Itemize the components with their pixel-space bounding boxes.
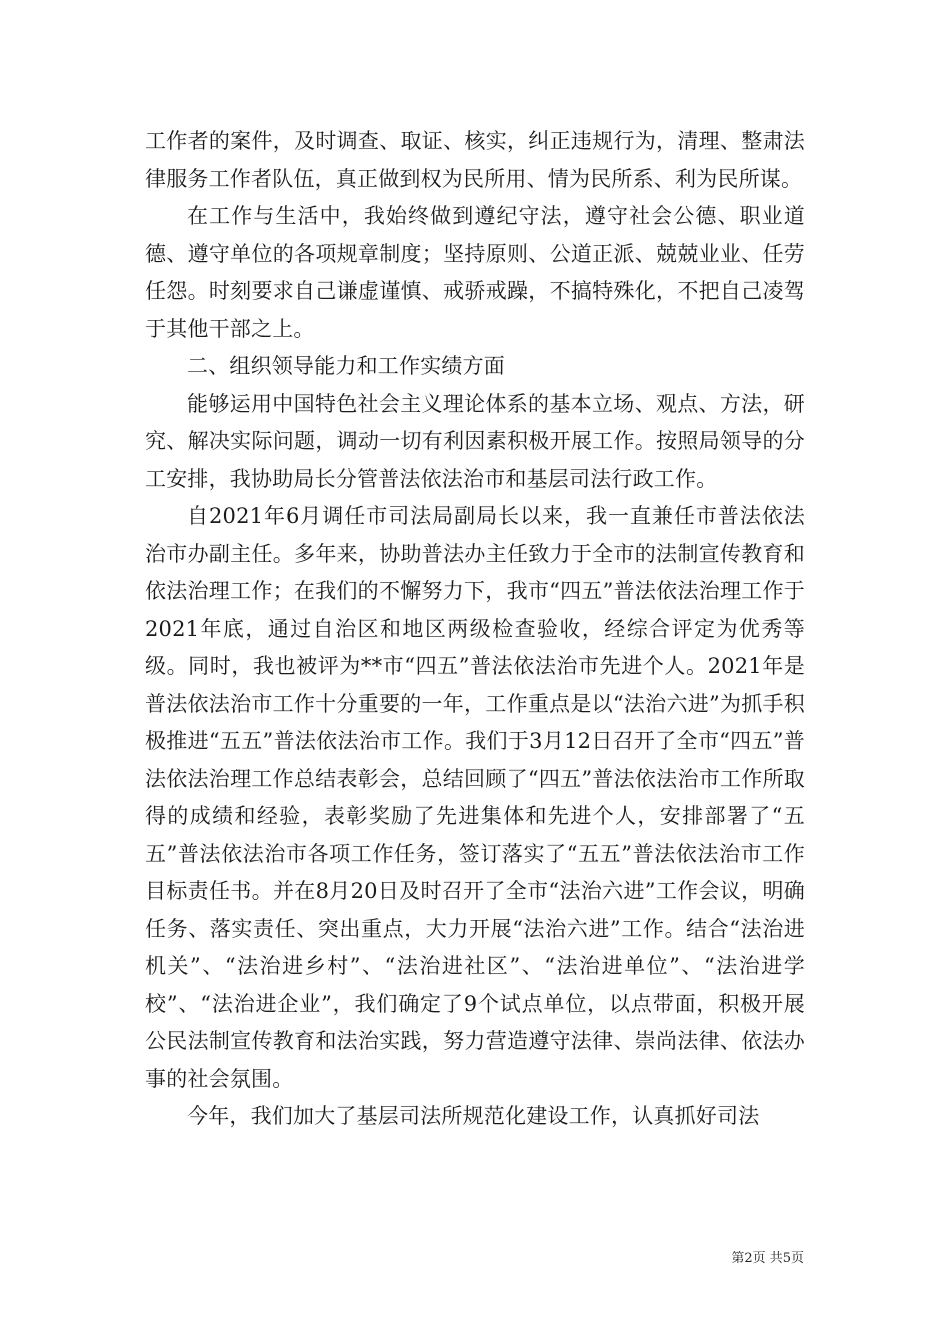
paragraph-5: 今年，我们加大了基层司法所规范化建设工作，认真抓好司法 <box>187 1104 760 1128</box>
section-heading: 二、组织领导能力和工作实绩方面 <box>187 354 505 378</box>
page-number-footer: 第2页 共5页 <box>731 1251 804 1266</box>
document-body <box>145 123 805 1136</box>
paragraph-2: 在工作与生活中，我始终做到遵纪守法，遵守社会公德、职业道德、遵守单位的各项规章制度；坚持原则、公道正派、兢兢业业、任劳任怨。时刻要求自己谦虚谨慎、戒骄戒躁，不搞特殊化，不把自己凌驾于其他干部之上。 <box>145 204 805 341</box>
paragraph-4: 自2021年6月调任市司法局副局长以来，我一直兼任市普法依法治市办副主任。多年来，协助普法办主任致力于全市的法制宣传教育和依法治理工作；在我们的不懈努力下，我市“四五”普法依法治理工作于2021年底，通过自治区和地区两级检查验收，经综合评定为优秀等级。同时，我也被评为**市“四五”普法依法治市先进个人。2021年是普法依法治市工作十分重要的一年，工作重点是以“法治六进”为抓手积极推进“五五”普法依法治市工作。我们于3月12日召开了全市“四五”普法依法治理工作总结表彰会，总结回顾了“四五”普法依法治市工作所取得的成绩和经验，表彰奖励了先进集体和先进个人，安排部署了“五五”普法依法治市各项工作任务，签订落实了“五五”普法依法治市工作目标责任书。并在8月20日及时召开了全市“法治六进”工作会议，明确任务、落实责任、突出重点，大力开展“法治六进”工作。结合“法治进机关”、“法治进乡村”、“法治进社区”、“法治进单位”、“法治进学校”、“法治进企业”，我们确定了9个试点单位，以点带面，积极开展公民法制宣传教育和法治实践，努力营造遵守法律、崇尚法律、依法办事的社会氛围。 <box>145 504 805 1091</box>
paragraph-1: 工作者的案件，及时调查、取证、核实，纠正违规行为，清理、整肃法律服务工作者队伍，真正做到权为民所用、情为民所系、利为民所谋。 <box>145 129 805 191</box>
paragraph-3: 能够运用中国特色社会主义理论体系的基本立场、观点、方法，研究、解决实际问题，调动一切有利因素积极开展工作。按照局领导的分工安排，我协助局长分管普法依法治市和基层司法行政工作。 <box>145 391 805 491</box>
